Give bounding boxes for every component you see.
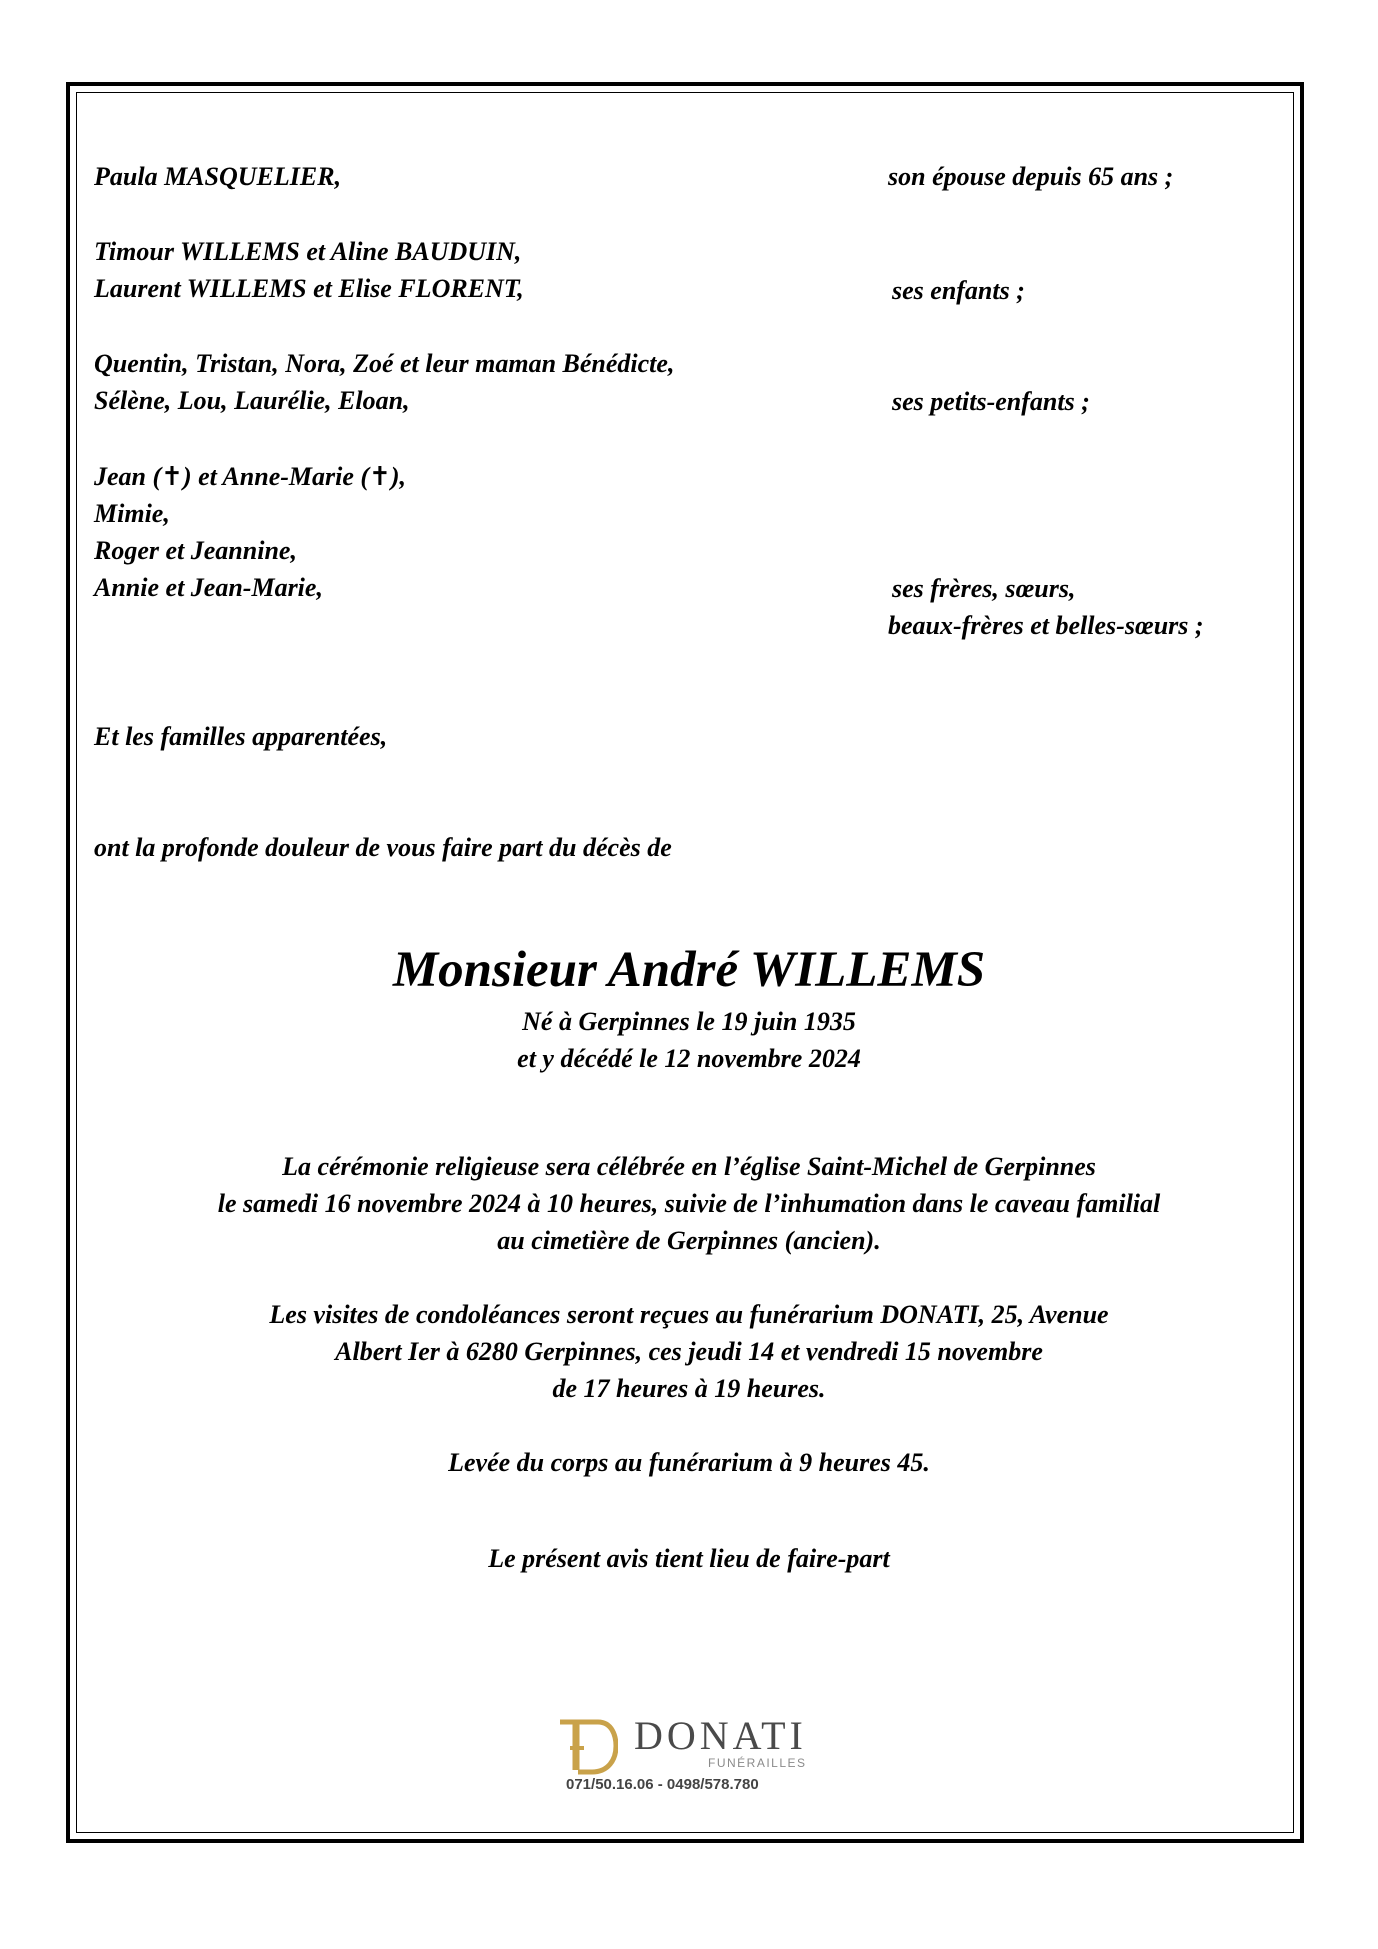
children-line-2: Laurent WILLEMS et Elise FLORENT,: [94, 274, 524, 303]
cross-icon: ✝: [161, 462, 183, 492]
related-families: Et les familles apparentées,: [94, 722, 388, 751]
siblings-line-2: Mimie,: [94, 499, 170, 528]
announcement: ont la profonde douleur de vous faire part du décès de: [94, 833, 672, 862]
children-relation: ses enfants ;: [892, 276, 1025, 305]
logo-subtitle: FUNÉRAILLES: [708, 1756, 807, 1770]
ceremony-line-1: La cérémonie religieuse sera célébrée en l’église Saint-Michel de Gerpinnes: [282, 1152, 1096, 1181]
donati-logo: [556, 1710, 816, 1800]
visits-line-2: Albert Ier à 6280 Gerpinnes, ces jeudi 14 et vendredi 15 novembre: [335, 1337, 1043, 1366]
anne-marie-text: ) et Anne-Marie (: [182, 462, 370, 491]
children-line-1: Timour WILLEMS et Aline BAUDUIN,: [94, 237, 522, 266]
ceremony-line-3: au cimetière de Gerpinnes (ancien).: [497, 1226, 881, 1255]
visits-line-1: Les visites de condoléances seront reçues au funérarium DONATI, 25, Avenue: [269, 1300, 1109, 1329]
birth-line: Né à Gerpinnes le 19 juin 1935: [522, 1007, 856, 1036]
visits-line-3: de 17 heures à 19 heures.: [552, 1374, 826, 1403]
siblings-relation-1: ses frères, sœurs,: [892, 574, 1076, 603]
siblings-close-text: ),: [390, 462, 407, 491]
levee-line: Levée du corps au funérarium à 9 heures 45.: [448, 1448, 930, 1477]
logo-phone: 071/50.16.06 - 0498/578.780: [566, 1776, 759, 1793]
siblings-relation-2: beaux-frères et belles-sœurs ;: [888, 611, 1204, 640]
siblings-line-4: Annie et Jean-Marie,: [94, 573, 323, 602]
donati-logo-mark: [556, 1714, 618, 1776]
jean-text: Jean (: [94, 462, 162, 491]
spouse-relation: son épouse depuis 65 ans ;: [888, 162, 1174, 191]
grandchildren-line-2: Sélène, Lou, Laurélie, Eloan,: [94, 386, 410, 415]
siblings-line-1: [94, 458, 406, 496]
siblings-line-3: Roger et Jeannine,: [94, 536, 297, 565]
grandchildren-relation: ses petits-enfants ;: [892, 387, 1090, 416]
grandchildren-line-1: Quentin, Tristan, Nora, Zoé et leur maman Bénédicte,: [94, 349, 675, 378]
logo-name: DONATI: [634, 1713, 807, 1758]
cross-icon: ✝: [369, 462, 391, 492]
spouse-name: Paula MASQUELIER,: [94, 162, 342, 191]
notice-line: Le présent avis tient lieu de faire-part: [488, 1544, 890, 1573]
death-line: et y décédé le 12 novembre 2024: [517, 1044, 861, 1073]
deceased-name: Monsieur André WILLEMS: [392, 942, 986, 998]
ceremony-line-2: le samedi 16 novembre 2024 à 10 heures, suivie de l’inhumation dans le caveau familial: [217, 1189, 1161, 1218]
